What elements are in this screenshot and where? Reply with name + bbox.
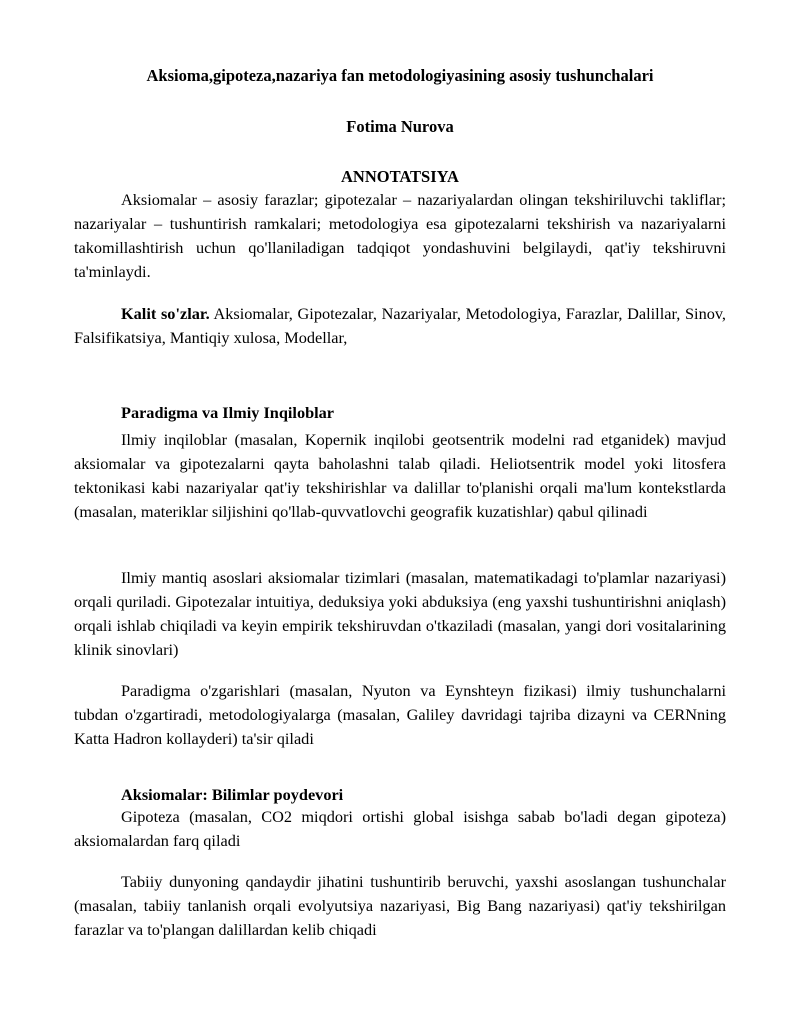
section-heading: Aksiomalar: Bilimlar poydevori: [121, 785, 344, 804]
body-paragraph: Paradigma o'zgarishlari (masalan, Nyuton va Eynshteyn fizikasi) ilmiy tushunchalarni tubdan o'zgartiradi, metodologiyalarga (masalan, Galiley davridagi tajriba dizayni va CERNning Katta Hadron kollayderi) ta'sir qiladi: [74, 681, 726, 748]
body-paragraph: Ilmiy inqiloblar (masalan, Kopernik inqilobi geotsentrik modelni rad etganidek) mavjud aksiomalar va gipotezalarni qayta baholashni talab qiladi. Heliotsentrik model yoki litosfera tektonikasi kabi nazariyalar qat'iy tekshirishlar va dalillar to'planishi orqali ma'lum kontekstlarda (masalan, materiklar siljishini qo'llab-quvvatlovchi geografik kuzatishlar) qabul qilinadi: [74, 430, 726, 521]
body-paragraph: Tabiiy dunyoning qandaydir jihatini tushuntirib beruvchi, yaxshi asoslangan tushunchalar (masalan, tabiiy tanlanish orqali evolyutsiya nazariyasi, Big Bang nazariyasi) qat'iy tekshirilgan farazlar va to'plangan dalillardan kelib chiqadi: [74, 872, 726, 939]
paper-title: Aksioma,gipoteza,nazariya fan metodologiyasining asosiy tushunchalari: [146, 66, 654, 85]
annotation-paragraph: Aksiomalar – asosiy farazlar; gipotezalar – nazariyalardan olingan tekshiriluvchi takliflar; nazariyalar – tushuntirish ramkalari; metodologiya esa gipotezalarni tekshirish va nazariyalarni takomillashtirish uchun qo'llaniladigan tadqiqot yondashuvini belgilaydi, qat'iy tekshiruvni ta'minlaydi.: [74, 190, 726, 281]
keywords-list: Aksiomalar, Gipotezalar, Nazariyalar, Metodologiya, Farazlar, Dalillar, Sinov, Falsifikatsiya, Mantiqiy xulosa, Modellar,: [74, 304, 727, 347]
body-paragraph: Gipoteza (masalan, CO2 miqdori ortishi global isishga sabab bo'ladi degan gipoteza) aksiomalardan farq qiladi: [74, 807, 726, 850]
annotation-heading: ANNOTATSIYA: [341, 167, 459, 186]
author-name: Fotima Nurova: [346, 117, 454, 136]
body-paragraph: Ilmiy mantiq asoslari aksiomalar tizimlari (masalan, matematikadagi to'plamlar nazariyasi) orqali quriladi. Gipotezalar intuitiya, deduksiya yoki abduksiya (eng yaxshi tushuntirishni aniqlash) orqali ishlab chiqiladi va keyin empirik tekshiruvdan o'tkaziladi (masalan, yangi dori vositalarining klinik sinovlari): [74, 568, 726, 659]
keywords-label: Kalit so'zlar.: [121, 304, 210, 323]
section-heading: Paradigma va Ilmiy Inqiloblar: [121, 403, 335, 422]
keywords-paragraph: [74, 302, 726, 350]
